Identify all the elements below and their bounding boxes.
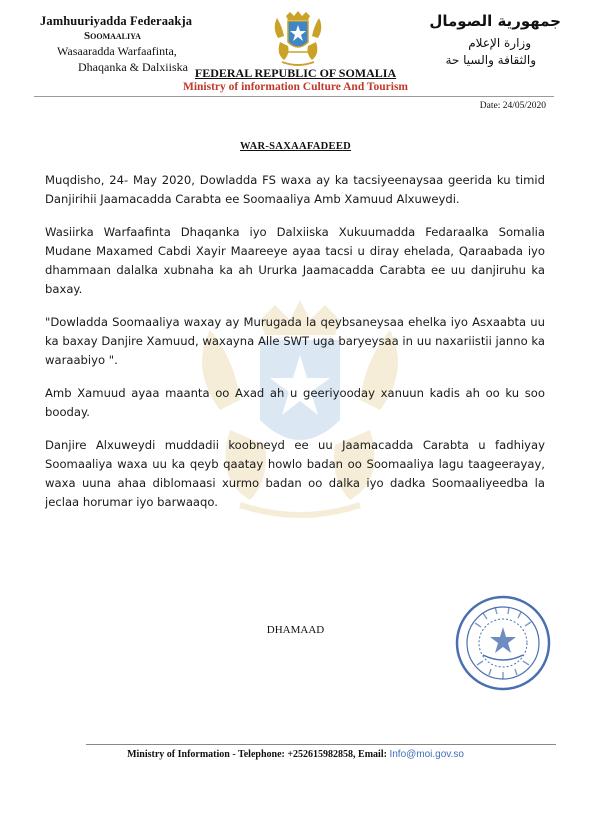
paragraph: Danjire Alxuweydi muddadii koobneyd ee uu Jaamacadda Carabta u fadhiyay Soomaaliya waxa uu ka qeyb qaatay howlo badan oo Soomaaliya lagu taageerayay, waxa uuna ahaa diblomaasi xurmo badan oo dalka iyo dadka Soomaaliyeedba la jeclaa horumar iyo barwaaqo.: [45, 438, 545, 509]
document-date: Date: 24/05/2020: [479, 101, 546, 111]
closing-text: DHAMAAD: [266, 624, 325, 636]
ministry-subtitle: Ministry of information Culture And Tourism: [182, 81, 409, 93]
paragraph: Wasiirka Warfaafinta Dhaqanka iyo Dalxiiska Xukuumadda Fedaraalka Somalia Mudane Maxamed Cabdi Xayir Maareeye ayaa tacsi u diray ehelada, Qaraabada iyo dhammaan dalalka xubnaha ka ah Ururka Jaamacadda Carabta ee uu danjiruhu ka baxay.: [45, 225, 545, 296]
header-left-ministry-1: Wasaaradda Warfaafinta,: [57, 44, 177, 58]
somalia-coat-of-arms-icon: [268, 8, 328, 70]
header-left-title: Jamhuuriyadda Federaakja: [40, 14, 193, 28]
header-right-ministry-1: وزارة الإعلام: [468, 36, 531, 50]
ministry-seal-stamp-icon: [453, 593, 553, 693]
press-release-heading: WAR-SAXAAFADEED: [239, 141, 352, 152]
header-left-subtitle: Soomaaliya: [84, 30, 141, 42]
footer-email-link[interactable]: Info@moi.gov.so: [389, 749, 464, 760]
press-release-body: [45, 171, 545, 526]
paragraph: Amb Xamuud ayaa maanta oo Axad ah u geeriyooday xanuun kadis ah oo ku soo booday.: [45, 386, 545, 419]
paragraph: "Dowladda Soomaaliya waxay ay Murugada la qeybsaneysaa ehelka iyo Asxaabta uu ka baxay Danjire Xamuud, waxayna Alle SWT uga baryeysaa in uu naxariistii janno ka waraabiyo ".: [45, 315, 545, 367]
footer-contact: [0, 749, 591, 760]
header-right-ministry-2: والثقافة والسيا حة: [445, 53, 536, 67]
footer-text: Ministry of Information - Telephone: +252615982858, Email:: [127, 749, 387, 760]
header-divider: [34, 96, 554, 97]
federal-republic-title: FEDERAL REPUBLIC OF SOMALIA: [194, 66, 397, 80]
paragraph: Muqdisho, 24- May 2020, Dowladda FS waxa ay ka tacsiyeenaysaa geerida ku timid Danjirihii Jaamacadda Carabta ee Soomaaliya Amb Xamuud Alxuweydi.: [45, 173, 545, 206]
header-left-ministry-2: Dhaqanka & Dalxiiska: [78, 60, 188, 74]
footer-divider: [86, 744, 556, 745]
header-right-title: جمهورية الصومال: [429, 12, 561, 30]
